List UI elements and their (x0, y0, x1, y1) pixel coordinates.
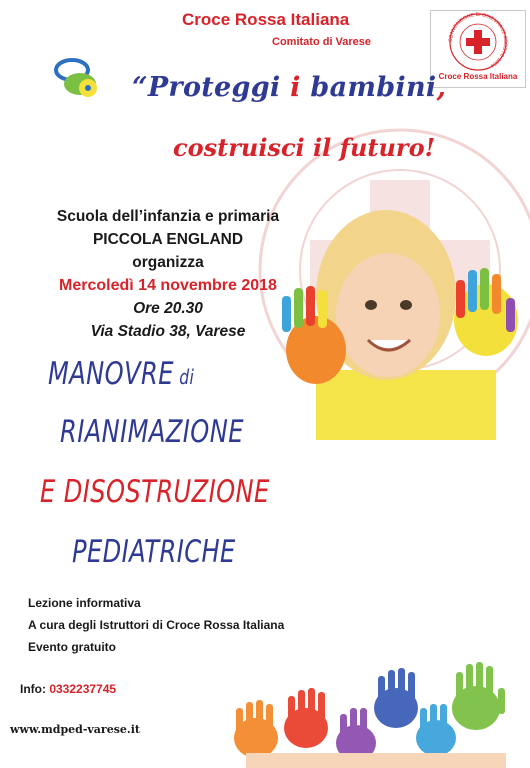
logo-caption: Croce Rossa Italiana (438, 72, 518, 81)
slogan-line-2: costruisci il futuro! (173, 133, 436, 162)
organizes-label: organizza (132, 254, 204, 271)
slogan-part-1: “Proteggi (132, 72, 291, 103)
contact-info (20, 682, 116, 696)
contact-phone[interactable]: 0332237745 (49, 682, 117, 696)
org-subtitle: Comitato di Varese (272, 36, 372, 48)
school-name: PICCOLA ENGLAND (92, 231, 244, 248)
seal-ring-text: CONVENZIONE DI GINEVRA 22 AGOSTO 1864 (447, 11, 509, 69)
detail-instructors: A cura degli Istruttori di Croce Rossa Italiana (28, 618, 285, 632)
headline-manovre: MANOVRE (48, 356, 174, 392)
slogan-comma: , (436, 72, 447, 103)
headline-line-4: PEDIATRICHE (72, 534, 236, 570)
painted-hands-illustration (226, 648, 530, 768)
school-type: Scuola dell’infanzia e primaria (56, 208, 280, 225)
event-date: Mercoledì 14 novembre 2018 (59, 277, 277, 294)
slogan-line-1 (132, 72, 446, 103)
detail-lesson: Lezione informativa (28, 596, 141, 610)
event-info (18, 205, 318, 343)
slogan-highlight: i (290, 72, 301, 103)
headline-line-1 (48, 356, 194, 392)
pacifier-icon (52, 56, 104, 100)
contact-label: Info: (20, 682, 50, 696)
detail-free: Evento gratuito (28, 640, 117, 654)
red-cross-seal-icon (431, 11, 525, 73)
headline-di: di (173, 365, 195, 389)
org-name: Croce Rossa Italiana (182, 10, 350, 29)
headline-line-3: E DISOSTRUZIONE (40, 474, 270, 510)
event-time: Ore 20.30 (133, 300, 203, 317)
event-place: Via Stadio 38, Varese (90, 323, 246, 340)
slogan-part-2: bambini (300, 72, 437, 103)
website-link[interactable]: www.mdped-varese.it (10, 723, 141, 736)
headline-line-2: RIANIMAZIONE (60, 414, 244, 450)
